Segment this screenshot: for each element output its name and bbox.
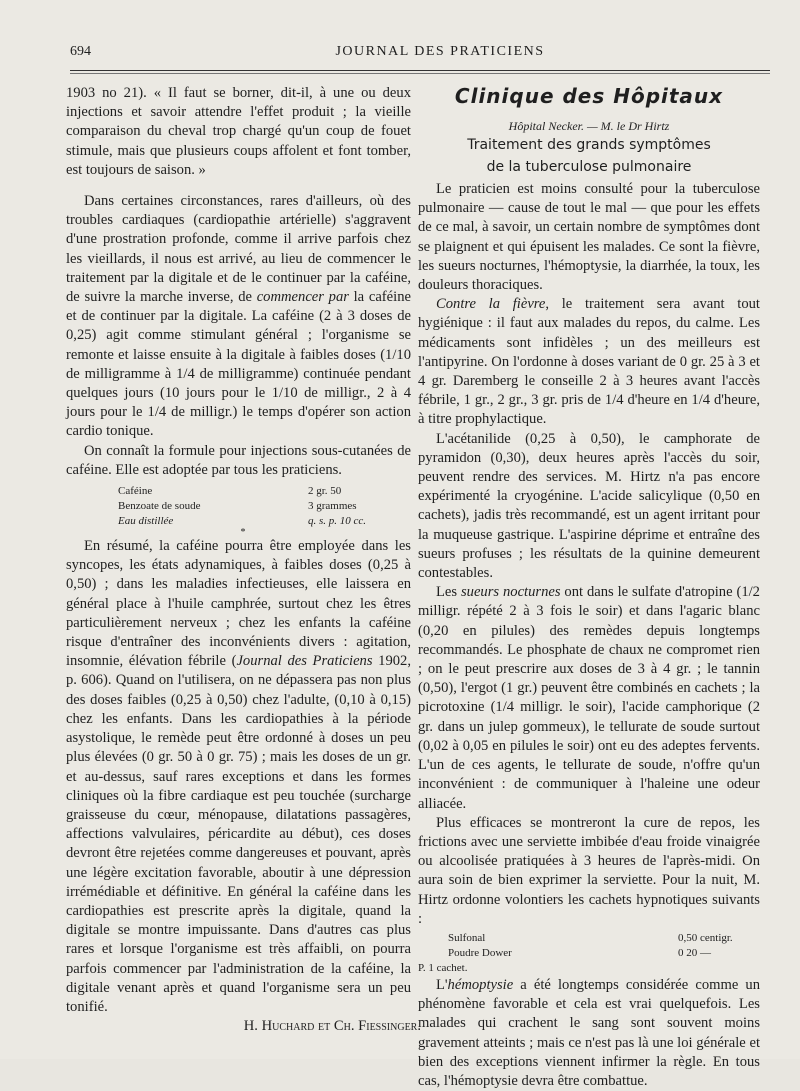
- text-run: , le traitement sera avant tout hygiénique : il faut aux malades du repos, du calme. Les médicaments sont infidèles ; un des meilleurs est l'antipyrine. On l'ordonne à doses variant de 0 gr. 25 à 3 et 4 gr. Daremberg le conseille 2 à 3 heures avant l'accès fébrile, 1 gr., 2 gr., 3 gr. pris de 1/4 d'heure en 1/4 d'heure, à titre prophylactique.: [418, 296, 760, 428]
- paragraph: [418, 976, 760, 1091]
- text-run: Les: [436, 584, 461, 601]
- article-title-line-1: Traitement des grands symptômes: [467, 137, 711, 153]
- article-title-line-2: de la tuberculose pulmonaire: [486, 159, 692, 175]
- quantity: 0,50 centigr.: [678, 931, 733, 944]
- right-column: [418, 84, 760, 1091]
- quantity: q. s. p. 10 cc.: [308, 515, 367, 528]
- ingredient: Eau distillée: [118, 515, 174, 528]
- formula-row: [118, 499, 408, 514]
- text-run: a été longtemps considérée comme un phénomène favorable et cela est vrai quelquefois. Les malades qui crachent le sang sont souvent moins gravement atteints ; mais ce n'est pas là une loi générale et bien des exceptions viennent infirmer la règle. En tous cas, l'hémoptysie devra être combattue.: [418, 976, 760, 1089]
- ingredient: Poudre Dower: [448, 946, 512, 959]
- text-run: ont dans le sulfate d'atropine (1/2 milligr. répété 2 à 3 fois le soir) et dans l'agaric blanc (0,20 en pilules) des remèdes depuis longtemps recommandés. Le phosphate de chaux ne compromet rien ; on le peut prescrire aux doses de 3 à 4 gr. ; le tannin (0,50), l'ergot (1 gr.) peuvent être combinés en cachets ; la picrotoxine (1/4 milligr. le soir), l'acide camphorique (2 gr. dans un julep gommeux), le tellurate de soude surtout (0,02 à 0,05 en pilules le soir) ont eu des adeptes fervents. L'un de ces agents, le tellurate de soude, n'offre qu'un inconvénient : de communiquer à l'haleine une odeur alliacée.: [418, 584, 760, 812]
- ingredient: Caféine: [118, 485, 153, 498]
- formula-row: [118, 514, 408, 529]
- header-rule: [70, 70, 770, 71]
- text-run: En résumé, la caféine pourra être employée dans les syncopes, les états adynamiques, à faibles doses (0,25 à 0,50) ; dans les maladies infectieuses, elle laissera en général place à l'huile camphrée, surtout chez les êtres particulièrement nerveux ; chez les enfants la caféine risque d'entraîner des inconvénients divers : agitation, insomnie, élévation fébrile (: [66, 538, 411, 670]
- paragraph: [66, 192, 411, 442]
- paragraph: Plus efficaces se montreront la cure de repos, les frictions avec une serviette imbibée d'eau froide vinaigrée ou alcoolisée pratiquées à 3 heures de l'après-midi. On aura soin de bien exprimer la serviette. Pour la nuit, M. Hirtz ordonne volontiers les cachets hypnotiques suivants :: [418, 814, 760, 927]
- formula-row: [448, 931, 758, 946]
- formula-hypnotic: [418, 931, 758, 976]
- running-title: JOURNAL DES PRATICIENS: [335, 44, 545, 59]
- emphasis: Contre la fièvre: [436, 296, 546, 313]
- signature: H. Huchard et Ch. Fiessinger.: [243, 1018, 421, 1035]
- hospital-line: Hôpital Necker. — M. le Dr Hirtz: [508, 119, 670, 133]
- paragraph: [66, 537, 411, 1017]
- formula-caffeine: [118, 484, 408, 537]
- ingredient: Benzoate de soude: [118, 500, 201, 513]
- emphasis: hémoptysie: [447, 976, 514, 993]
- quantity: 0 20 —: [678, 946, 711, 959]
- paragraph: L'acétanilide (0,25 à 0,50), le camphorate de pyramidon (0,30), deux heures après l'accès du soir, peuvent rendre des services. M. Hirtz n'a pas encore expérimenté la cryogénine. L'acide salicylique (0,50 en cachets), jadis très recommandé, est un agent irritant pour la muqueuse gastrique. L'aspirine déprime et entraîne des sueurs profuses ; les résultats de la quinine demeurent contestables.: [418, 430, 760, 582]
- section-title: Clinique des Hôpitaux: [454, 84, 724, 108]
- formula-row: [448, 946, 758, 961]
- formula-note: P. 1 cachet.: [418, 961, 468, 974]
- paragraph: Le praticien est moins consulté pour la tuberculose pulmonaire — cause de tout le mal — que pour les effets de ce mal, à savoir, un certain nombre de symptômes dont se plaignent et qui épuisent les malades. Ce sont la fièvre, les sueurs nocturnes, l'hémoptysie, la diarrhée, la toux, les douleurs thoraciques.: [418, 181, 760, 294]
- paragraph: [418, 583, 760, 813]
- header-rule-thin: [70, 73, 770, 74]
- page-number: 694: [70, 44, 91, 59]
- formula-row: [118, 484, 408, 499]
- text-run: L': [436, 976, 448, 993]
- text-run: Dans certaines circonstances, rares d'ailleurs, où des troubles cardiaques (cardiopathie artérielle) s'aggravent d'une prostration profonde, comme il arrive parfois chez les vieillards, il nous est arrivé, au lieu de commencer le traitement par la digitale et de le continuer par la caféine, de suivre la marche inverse, de: [66, 193, 411, 306]
- separator-star: *: [240, 527, 246, 539]
- paragraph: On connaît la formule pour injections sous-cutanées de caféine. Elle est adoptée par tous les praticiens.: [66, 442, 411, 478]
- emphasis: Journal des Praticiens: [236, 653, 373, 670]
- emphasis: commencer par: [256, 289, 349, 306]
- paragraph: 1903 no 21). « Il faut se borner, dit-il, à une ou deux injections et savoir attendre l'effet produit ; la vieille comparaison du cheval trop chargé qu'un coup de fouet stimule, mais que plusieurs coups affolent et font tomber, est toujours de saison. »: [66, 85, 411, 178]
- page-header: [0, 44, 800, 68]
- left-column: [66, 84, 421, 1036]
- text-run: la caféine et de continuer par la digitale. La caféine (2 à 3 doses de 0,25) agit comme stimulant général ; l'organisme se remonte et laisse ensuite à la digitale à faibles doses (1/10 de milligramme à 1/4 de milligramme) continuée pendant quelques jours (10 jours pour le 1/10 de milligr., 2 à 4 jours pour le 1/4 de milligr.) le temps d'opérer son action cardio tonique.: [66, 289, 411, 440]
- paragraph: [418, 295, 760, 429]
- quantity: 3 grammes: [308, 500, 357, 513]
- emphasis: sueurs nocturnes: [460, 584, 561, 601]
- text-run: 1902, p. 606). Quand on l'utilisera, on ne dépassera pas non plus des doses faibles (0,25 à 0,50) chez l'adulte, (0,10 à 0,15) chez les enfants. Dans les cardiopathies à la période asystolique, le remède peut être ordonné à doses un peu plus élevées (0 gr. 50 à 0 gr. 75) ; mais les doses de un gr. et au-dessus, sauf rares exceptions et dans les formes cliniques où la fibre cardiaque est peu touchée (surcharge graisseuse du cœur, ménopause, dilatations passagères, affections valvulaires, péricardite au début), ces doses devront être rejetées comme dangereuses et pouvant, après une légère excitation favorable, aboutir à une dépression irrémédiable et définitive. En général la caféine dans les cardiopathies est prescrite après la digitale, quand la digitale se montre impuissante. Dans d'autres cas plus rares et lorsque l'organisme est très affaibli, on pourra parfois commencer par l'administration de la caféine, la digitale venant après et quand l'organisme sera un peu tonifié.: [66, 653, 412, 1015]
- quantity: 2 gr. 50: [308, 485, 342, 498]
- ingredient: Sulfonal: [448, 931, 486, 944]
